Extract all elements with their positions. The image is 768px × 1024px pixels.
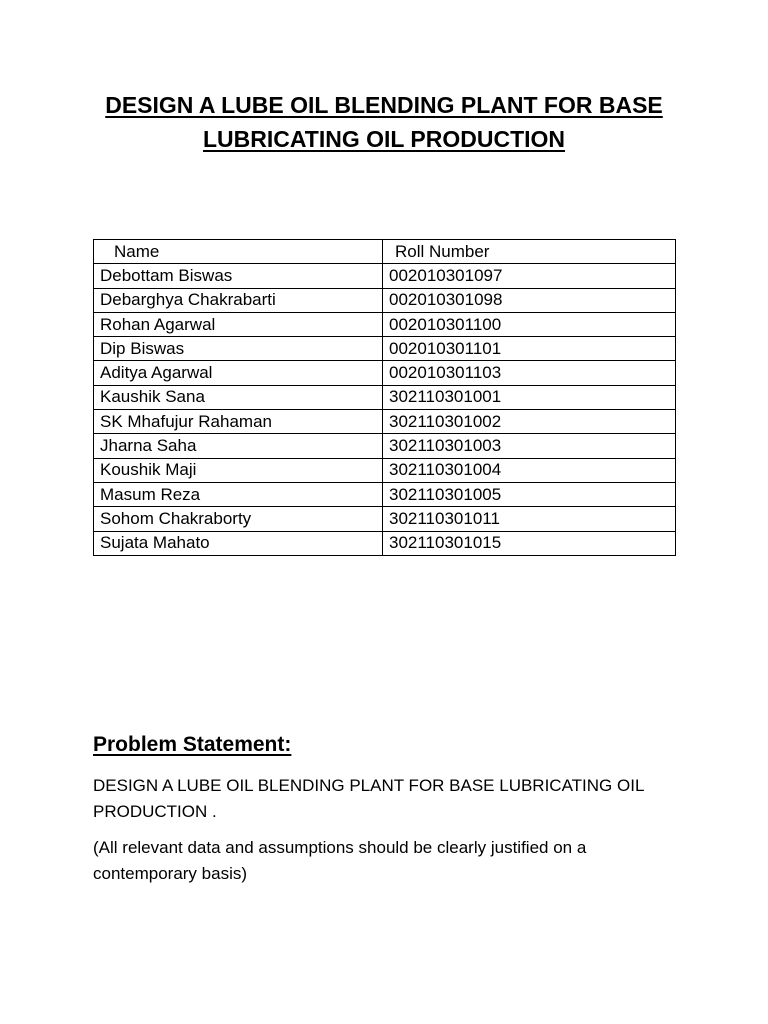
- member-roll-number: 002010301103: [383, 361, 676, 385]
- member-roll-number: 302110301004: [383, 458, 676, 482]
- name-column-header: Name: [94, 240, 383, 264]
- table-row: [94, 337, 676, 361]
- table-header-row: [94, 240, 676, 264]
- title-line-2: LUBRICATING OIL PRODUCTION: [202, 126, 566, 152]
- member-name: Debottam Biswas: [94, 264, 383, 288]
- member-roll-number: 002010301097: [383, 264, 676, 288]
- member-roll-number: 302110301003: [383, 434, 676, 458]
- member-name: Sujata Mahato: [94, 531, 383, 555]
- roll-number-column-header: Roll Number: [383, 240, 676, 264]
- member-roll-number: 302110301001: [383, 385, 676, 409]
- member-name: Koushik Maji: [94, 458, 383, 482]
- table-row: [94, 312, 676, 336]
- member-name: SK Mhafujur Rahaman: [94, 410, 383, 434]
- table-row: [94, 434, 676, 458]
- table-row: [94, 410, 676, 434]
- member-roll-number: 302110301005: [383, 482, 676, 506]
- table-row: [94, 385, 676, 409]
- member-name: Kaushik Sana: [94, 385, 383, 409]
- problem-statement-heading: Problem Statement:: [93, 733, 292, 756]
- member-roll-number: 002010301098: [383, 288, 676, 312]
- problem-statement-text: DESIGN A LUBE OIL BLENDING PLANT FOR BASE LUBRICATING OIL PRODUCTION .: [93, 776, 644, 821]
- page-title: [60, 88, 708, 156]
- table-row: [94, 507, 676, 531]
- title-line-1: DESIGN A LUBE OIL BLENDING PLANT FOR BASE: [105, 92, 663, 118]
- member-name: Rohan Agarwal: [94, 312, 383, 336]
- member-name: Jharna Saha: [94, 434, 383, 458]
- table-row: [94, 482, 676, 506]
- member-roll-number: 002010301101: [383, 337, 676, 361]
- table-row: [94, 361, 676, 385]
- members-table: [93, 239, 676, 556]
- table-row: [94, 458, 676, 482]
- table-row: [94, 288, 676, 312]
- member-roll-number: 302110301011: [383, 507, 676, 531]
- member-roll-number: 302110301015: [383, 531, 676, 555]
- member-roll-number: 302110301002: [383, 410, 676, 434]
- member-name: Dip Biswas: [94, 337, 383, 361]
- member-name: Sohom Chakraborty: [94, 507, 383, 531]
- member-roll-number: 002010301100: [383, 312, 676, 336]
- table-row: [94, 531, 676, 555]
- member-name: Masum Reza: [94, 482, 383, 506]
- member-name: Aditya Agarwal: [94, 361, 383, 385]
- member-name: Debarghya Chakrabarti: [94, 288, 383, 312]
- problem-statement-note: (All relevant data and assumptions should be clearly justified on a contemporary basis): [93, 838, 587, 883]
- table-row: [94, 264, 676, 288]
